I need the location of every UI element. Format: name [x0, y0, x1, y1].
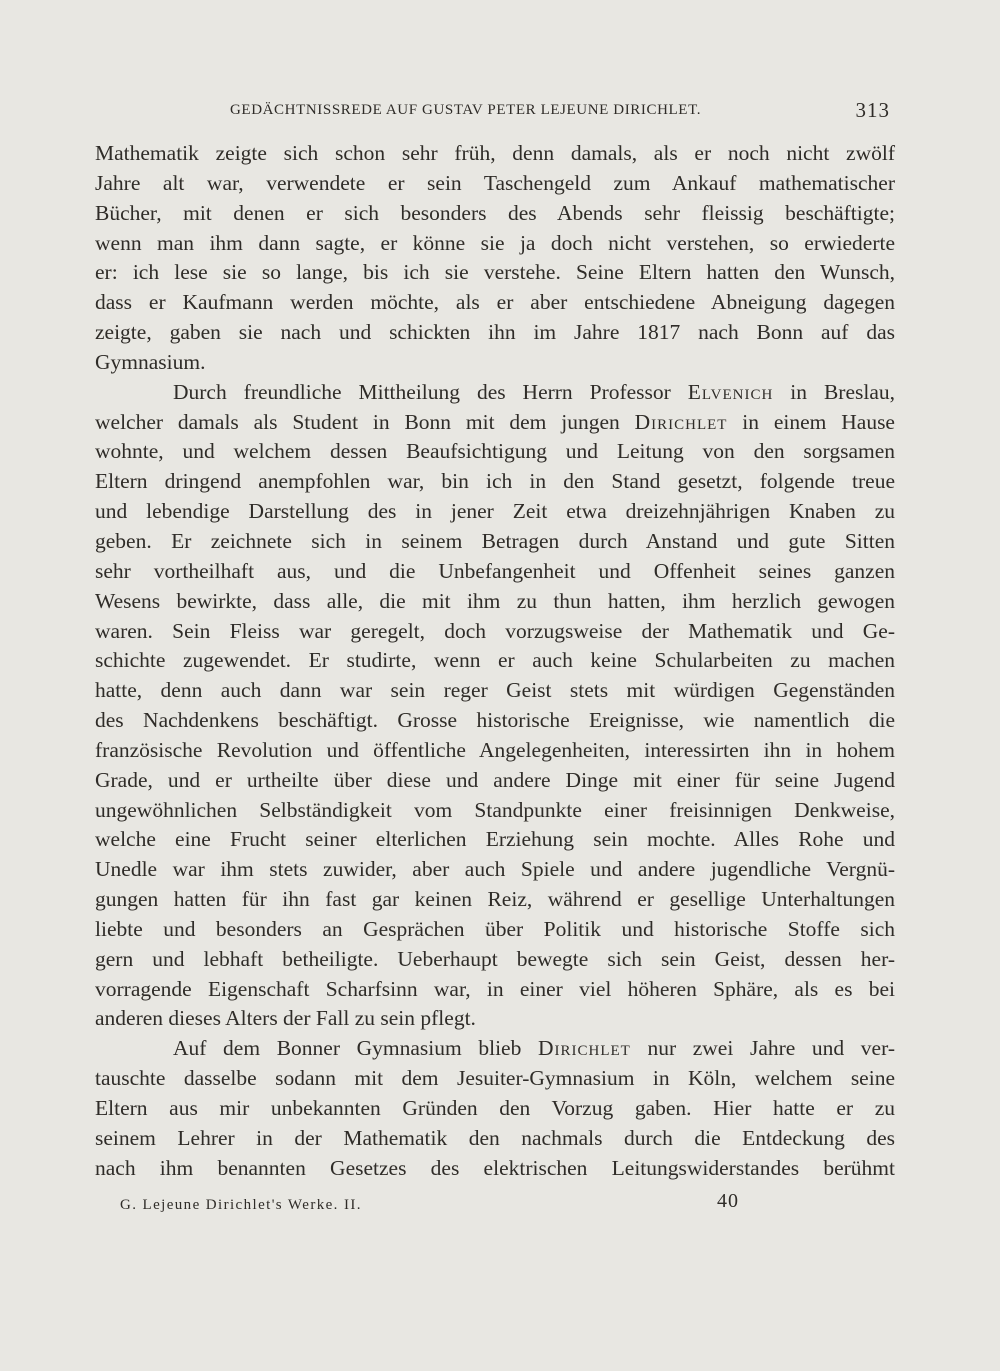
text-run: Durch freundliche Mittheilung des Herrn Professor — [173, 379, 688, 404]
text-line — [95, 408, 895, 438]
running-head — [230, 98, 890, 124]
text-line: er: ich lese sie so lange, bis ich sie verstehe. Seine Eltern hatten den Wunsch, — [95, 260, 895, 285]
text-line — [95, 1034, 895, 1064]
text-line: vorragende Eigenschaft Scharfsinn war, in einer viel höheren Sphäre, als es bei — [95, 976, 895, 1001]
person-name: Elvenich — [687, 379, 774, 404]
text-line: Mathematik zeigte sich schon sehr früh, denn damals, als er noch nicht zwölf — [95, 141, 895, 165]
sheet-number: 40 — [717, 1190, 739, 1212]
paragraph-2 — [95, 378, 895, 1035]
text-line: wohnte, und welchem dessen Beaufsichtigung und Leitung von den sorgsamen — [95, 439, 895, 464]
text-line: schichte zugewendet. Er studirte, wenn er auch keine Schularbeiten zu machen — [95, 648, 895, 673]
text-line: nach ihm benannten Gesetzes des elektrischen Leitungswiderstandes berühmt — [95, 1155, 895, 1180]
text-line: liebte und besonders an Gesprächen über Politik und historische Stoffe sich — [95, 916, 895, 941]
text-run: nur zwei Jahre und ver- — [630, 1036, 895, 1061]
person-name: Dirichlet — [537, 1036, 631, 1061]
text-line: seinem Lehrer in der Mathematik den nachmals durch die Entdeckung des — [95, 1125, 895, 1150]
text-line: gern und lebhaft betheiligte. Ueberhaupt bewegte sich sein Geist, dessen her- — [95, 946, 895, 971]
running-title: GEDÄCHTNISSREDE AUF GUSTAV PETER LEJEUNE DIRICHLET. — [230, 102, 702, 118]
text-line: hatte, denn auch dann war sein reger Geist stets mit würdigen Gegenständen — [95, 678, 895, 703]
text-line: gungen hatten für ihn fast gar keinen Reiz, während er gesellige Unterhaltungen — [95, 887, 895, 912]
text-line: geben. Er zeichnete sich in seinem Betragen durch Anstand und gute Sitten — [95, 528, 895, 553]
text-line: französische Revolution und öffentliche Angelegenheiten, interessirten ihn in hohem — [95, 737, 895, 762]
text-line: waren. Sein Fleiss war geregelt, doch vorzugsweise der Mathematik und Ge- — [95, 618, 895, 643]
text-line: dass er Kaufmann werden möchte, als er aber entschiedene Abneigung dagegen — [95, 290, 895, 315]
text-line: des Nachdenkens beschäftigt. Grosse historische Ereignisse, wie namentlich die — [95, 708, 895, 733]
text-line: und lebendige Darstellung des in jener Zeit etwa dreizehnjährigen Knaben zu — [95, 499, 895, 524]
text-line: Bücher, mit denen er sich besonders des Abends sehr fleissig beschäftigte; — [95, 200, 895, 225]
text-line: tauschte dasselbe sodann mit dem Jesuiter-Gymnasium in Köln, welchem seine — [95, 1066, 895, 1091]
text-line: welche eine Frucht seiner elterlichen Erziehung sein mochte. Alles Rohe und — [95, 827, 895, 852]
text-line: anderen dieses Alters der Fall zu sein pflegt. — [95, 1006, 476, 1031]
paragraph-1 — [95, 139, 895, 378]
text-line: Wesens bewirkte, dass alle, die mit ihm zu thun hatten, ihm herzlich gewogen — [95, 588, 895, 613]
text-line: Eltern aus mir unbekannten Gründen den Vorzug gaben. Hier hatte er zu — [95, 1096, 895, 1120]
text-line: wenn man ihm dann sagte, er könne sie ja doch nicht verstehen, so erwiederte — [95, 230, 895, 255]
page-footer — [120, 1190, 740, 1220]
text-line: Gymnasium. — [95, 349, 206, 374]
text-line: Jahre alt war, verwendete er sein Taschengeld zum Ankauf mathematischer — [95, 170, 895, 195]
person-name: Dirichlet — [634, 409, 728, 434]
text-line: Grade, und er urtheilte über diese und andere Dinge mit einer für seine Jugend — [95, 767, 895, 792]
text-line: zeigte, gaben sie nach und schickten ihn im Jahre 1817 nach Bonn auf das — [95, 320, 895, 345]
page-number: 313 — [855, 98, 890, 122]
text-line — [95, 378, 895, 408]
text-run: in Breslau, — [773, 379, 895, 404]
text-run: welcher damals als Student in Bonn mit dem jungen — [95, 409, 635, 434]
paragraph-3 — [95, 1034, 895, 1183]
text-line: Eltern dringend anempfohlen war, bin ich in den Stand gesetzt, folgende treue — [95, 469, 895, 494]
printer-signature: G. Lejeune Dirichlet's Werke. II. — [120, 1197, 362, 1213]
text-line: Unedle war ihm stets zuwider, aber auch Spiele und andere jugendliche Vergnü- — [95, 857, 895, 882]
body-text — [95, 139, 895, 1184]
text-line: sehr vortheilhaft aus, und die Unbefangenheit und Offenheit seines ganzen — [95, 558, 895, 583]
text-run: Auf dem Bonner Gymnasium blieb — [173, 1036, 538, 1061]
text-run: in einem Hause — [727, 409, 895, 434]
text-line: ungewöhnlichen Selbständigkeit vom Standpunkte einer freisinnigen Denkweise, — [95, 797, 895, 822]
